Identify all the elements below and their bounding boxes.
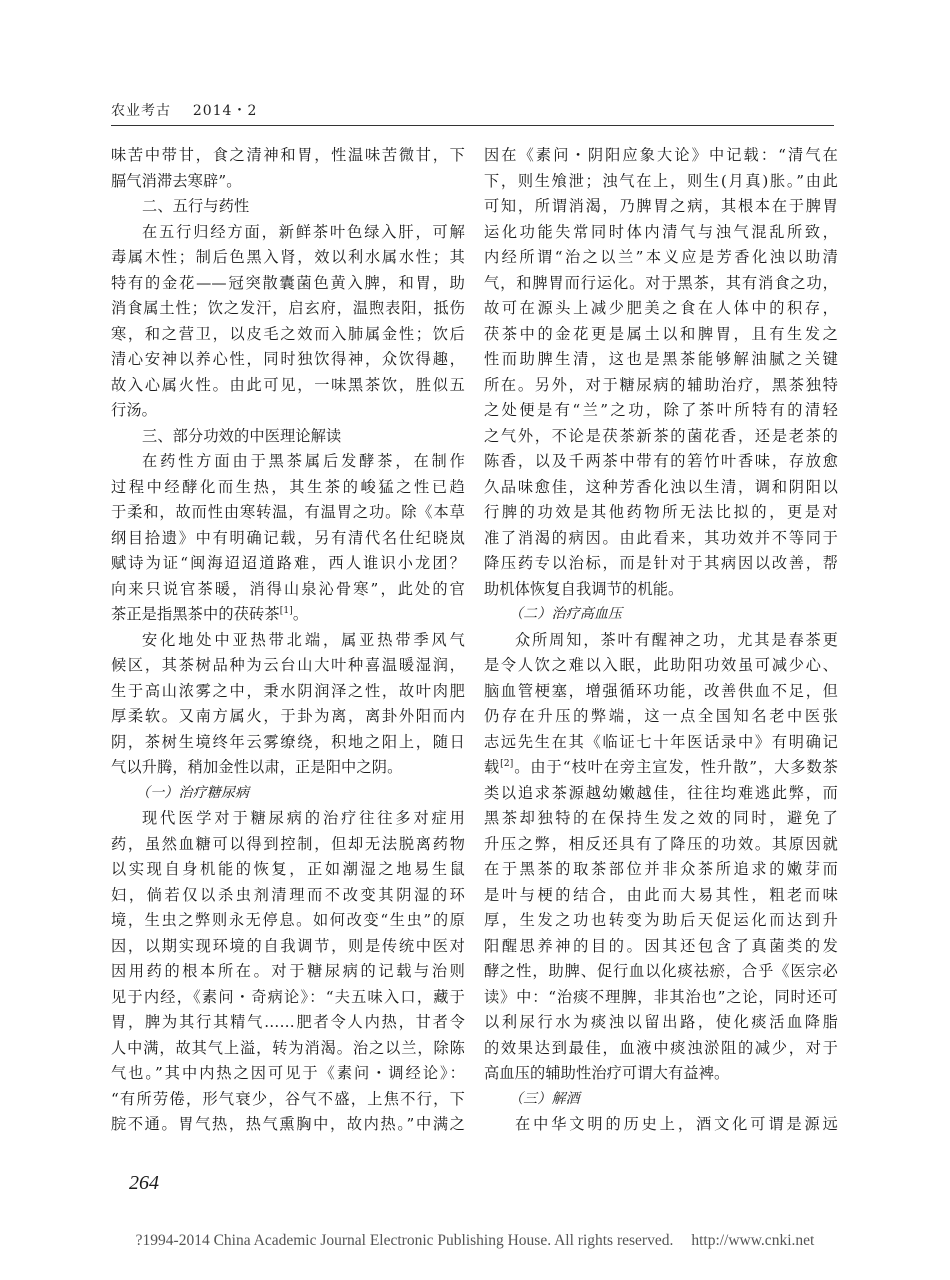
text-line: 气，和脾胃而行运化。对于黑茶，其有消食之功， — [484, 273, 838, 292]
section-heading: 二、五行与药性 — [142, 197, 250, 215]
text-line: 性而助脾生清，这也是黑茶能够解油腻之关键 — [484, 350, 838, 368]
text-line: 内经所谓“治之以兰”本义应是芳香化浊以助清 — [484, 248, 838, 266]
text-line: 药，虽然血糖可以得到控制，但却无法脱离药物 — [111, 834, 465, 853]
text-line: 所在。另外，对于糖尿病的辅助治疗，黑茶独特 — [484, 375, 838, 394]
citation-ref: [2] — [500, 758, 514, 769]
text-line: 脘不通。胃气热，热气熏胸中，故内热。”中满之 — [111, 1115, 465, 1133]
text-line: 向来只说官茶暖，消得山泉沁骨寒”，此处的官 — [111, 579, 465, 598]
text-line: 境，生虫之弊则永无停息。如何改变“生虫”的原 — [111, 911, 465, 929]
text-line: 故可在源头上减少肥美之食在人体中的积存， — [484, 299, 838, 317]
running-header — [111, 100, 257, 120]
text-line: 妇，倘若仅以杀虫剂清理而不改变其阴湿的环 — [111, 885, 465, 904]
text-line: 因在《素问・阴阳应象大论》中记载：“清气在 — [484, 146, 838, 164]
text-line: 气也。”其中内热之因可见于《素问・调经论》： — [111, 1064, 465, 1082]
journal-name: 农业考古 — [111, 103, 171, 119]
text-line: 人中满，故其气上溢，转为消渴。治之以兰，除陈 — [111, 1038, 465, 1057]
text-line: 于柔和，故而性由寒转温，有温胃之功。除《本草 — [111, 503, 465, 521]
text-line: 之处便是有“兰”之功，除了茶叶所特有的清轻 — [484, 401, 838, 419]
text-line: 厚柔软。又南方属火，于卦为离，离卦外阳而内 — [111, 707, 465, 725]
text-line: 类以追求茶源越幼嫩越佳，往往均难逃此弊，而 — [484, 783, 838, 802]
text-line: 阴，茶树生境终年云雾缭绕，积地之阳上，随日 — [111, 732, 465, 751]
text-line: 寒，和之营卫，以皮毛之效而入肺属金性；饮后 — [111, 324, 465, 343]
text-line: 运化功能失常同时体内清气与浊气混乱所致， — [484, 222, 838, 241]
text-line: 胃，脾为其行其精气……肥者令人内热，甘者令 — [111, 1013, 465, 1031]
text-line: 助机体恢复自我调节的机能。 — [484, 579, 684, 598]
page-number: 264 — [129, 1172, 159, 1194]
text-line: 酵之性，助脾、促行血以化痰祛瘀，合乎《医宗必 — [484, 962, 838, 980]
text-line: 高血压的辅助性治疗可谓大有益裨。 — [484, 1064, 730, 1082]
text-line: 在于黑茶的取茶部位并非众茶所追求的嫩芽而 — [484, 860, 838, 878]
text-line: 降压药专以治标，而是针对于其病因以改善，帮 — [484, 554, 838, 572]
text-line: 陈香，以及千两茶中带有的箬竹叶香味，存放愈 — [484, 452, 838, 470]
text-line: 赋诗为证“闽海迢迢道路难，西人谁识小龙团？ — [111, 554, 465, 572]
text-line: 因用药的根本所在。对于糖尿病的记载与治则 — [111, 962, 465, 980]
text-line: 阳醒思养神的目的。因其还包含了真菌类的发 — [484, 936, 838, 955]
copyright-text: ?1994-2014 China Academic Journal Electronic Publishing House. All rights reserved. — [135, 1232, 674, 1249]
header-rule — [111, 125, 834, 126]
text-line: 味苦中带甘，食之清神和胃，性温味苦微甘，下 — [111, 146, 465, 164]
section-heading: 三、部分功效的中医理论解读 — [142, 426, 342, 445]
text-line: 以利尿行水为痰浊以留出路，使化痰活血降脂 — [484, 1013, 838, 1031]
text-line: 升压之弊，相反还具有了降压的功效。其原因就 — [484, 834, 838, 853]
subsection-heading: （三）解酒 — [509, 1090, 580, 1107]
text-line: 毒属木性；制后色黑入肾，效以利水属水性；其 — [111, 248, 465, 266]
text-line: 候区，其茶树品种为云台山大叶种喜温暖湿润， — [111, 656, 465, 674]
text-line: 的效果达到最佳，血液中痰浊淤阻的减少，对于 — [484, 1038, 838, 1057]
text-line: 行脾的功效是其他药物所无法比拟的，更是对 — [484, 503, 838, 521]
text-line: 之气外，不论是茯茶新茶的菌花香，还是老茶的 — [484, 426, 838, 445]
text-line: 在药性方面由于黑茶属后发酵茶，在制作 — [142, 452, 465, 470]
text-line: 可知，所谓消渴，乃脾胃之病，其根本在于脾胃 — [484, 197, 838, 215]
text-line: 消食属土性；饮之发汗，启玄府，温煦表阳，抵伤 — [111, 299, 465, 317]
text-line: 以实现自身机能的恢复，正如潮湿之地易生鼠 — [111, 860, 465, 878]
footer-url[interactable]: http://www.cnki.net — [691, 1232, 815, 1249]
text-line: 气以升腾，稍加金性以肃，正是阳中之阴。 — [111, 758, 403, 776]
text-line: 行汤。 — [111, 401, 158, 419]
text-line: 仍存在升压的弊端，这一点全国知名老中医张 — [484, 707, 838, 725]
text-line: 茯茶中的金花更是属土以和脾胃，且有生发之 — [484, 324, 838, 343]
text-line: 准了消渴的病因。由此看来，其功效并不等同于 — [484, 528, 838, 547]
text-segment: 。由于“枝叶在旁主宣发，性升散”，大多数茶 — [513, 758, 838, 776]
text-line: 厚，生发之功也转变为助后天促运化而达到升 — [484, 911, 838, 929]
text-line: 脑血管梗塞，增强循环功能，改善供血不足，但 — [484, 681, 838, 700]
text-segment: 。 — [292, 605, 309, 623]
text-line: 下，则生飧泄；浊气在上，则生(月真)胀。”由此 — [484, 171, 838, 190]
text-segment: 载 — [484, 758, 501, 776]
subsection-heading: （二）治疗高血压 — [509, 606, 623, 622]
text-line: 安化地处中亚热带北端，属亚热带季风气 — [142, 630, 465, 649]
text-line: 读》中：“治痰不理脾，非其治也”之论，同时还可 — [484, 987, 838, 1006]
text-line: 因，以期实现环境的自我调节，则是传统中医对 — [111, 936, 465, 955]
text-line: 是叶与梗的结合，由此而大易其性，粗老而味 — [484, 885, 838, 904]
text-line: 志远先生在其《临证七十年医话录中》有明确记 — [484, 732, 838, 751]
copyright-footer — [0, 1232, 950, 1250]
journal-issue: 2014・2 — [192, 103, 258, 119]
text-segment: 茶正是指黑茶中的茯砖茶 — [111, 605, 280, 623]
text-line: 清心安神以养心性，同时独饮得神，众饮得趣， — [111, 350, 465, 368]
text-line: 众所周知，茶叶有醒神之功，尤其是春茶更 — [515, 630, 838, 649]
text-line: 膈气消滞去寒辟”。 — [111, 171, 242, 190]
text-line — [484, 755, 838, 781]
text-line: 生于高山浓雾之中，秉水阴润泽之性，故叶肉肥 — [111, 681, 465, 700]
text-line: 故入心属火性。由此可见，一味黑茶饮，胜似五 — [111, 375, 465, 394]
text-line: 见于内经，《素问・奇病论》：“夫五味入口，藏于 — [111, 987, 465, 1006]
text-line: 现代医学对于糖尿病的治疗往往多对症用 — [142, 809, 465, 827]
text-line: 过程中经酵化而生热，其生茶的峻猛之性已趋 — [111, 477, 465, 496]
text-line: 在五行归经方面，新鲜茶叶色绿入肝，可解 — [142, 222, 465, 241]
text-line — [111, 602, 465, 628]
text-line: 黑茶却独特的在保持生发之效的同时，避免了 — [484, 809, 838, 827]
text-line: 特有的金花——冠突散囊菌色黄入脾，和胃，助 — [111, 273, 465, 292]
subsection-heading: （一）治疗糖尿病 — [136, 784, 250, 801]
text-line: 是令人饮之难以入眠，此助阳功效虽可减少心、 — [484, 656, 838, 674]
text-line: “有所劳倦，形气衰少，谷气不盛，上焦不行，下 — [111, 1089, 465, 1108]
citation-ref: [1] — [279, 605, 293, 616]
text-line: 在中华文明的历史上，酒文化可谓是源远 — [515, 1115, 838, 1133]
right-column — [484, 143, 838, 1138]
text-line: 久品味愈佳，这种芳香化浊以生清，调和阴阳以 — [484, 477, 838, 496]
text-line: 纲目拾遗》中有明确记载，另有清代名仕纪晓岚 — [111, 528, 465, 547]
left-column — [111, 143, 465, 1138]
